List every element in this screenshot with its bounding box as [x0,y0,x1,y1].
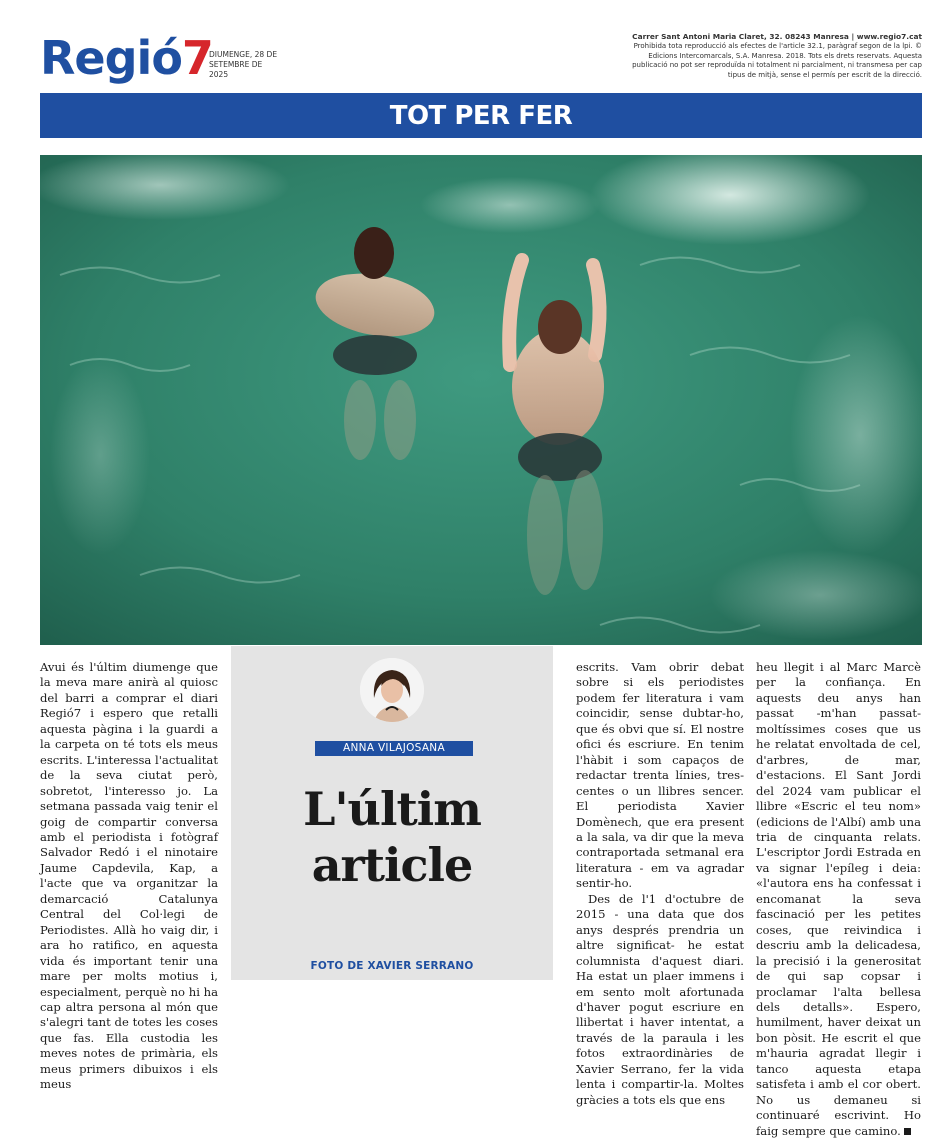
article-column-3 [576,660,744,1108]
article-column-1 [40,660,218,1093]
photo-credit: FOTO DE XAVIER SERRANO [310,960,474,972]
column-4-wrap [756,660,921,1139]
article-header-box [231,646,553,980]
swimmers-photo-illustration [40,155,922,645]
logo-seven: 7 [181,31,213,85]
article-column-4 [756,660,921,1139]
author-portrait-icon [360,658,424,722]
column-3-paragraph-2: Des de l'1 d'octubre de 2015 - una data que dos anys després prendria un altre significat- he estat columnista d'aquest diari. Ha estat un plaer immens i em sento molt afortunada d'haver pogut escriure en llibertat i haver intentat, a través de la paraula i les fotos extraordinàries de Xavier Serrano, fer la vida lenta i compartir-la. Moltes gràcies a tots els que ens [576,891,744,1107]
author-avatar [360,658,424,722]
column-3-paragraph-1: escrits. Vam obrir debat sobre si els periodistes podem fer literatura i vam coincidir, sense dubtar-ho, que és obvi que sí. El nostre ofici és escriure. En tenim l'hàbit i som capaços de redactar trenta línies, tres-centes o un llibres sencer. El periodista Xavier Domènech, que era present a la sala, va dir que la meva contraportada setmanal era literatura - em va agradar sentir-ho. [576,660,744,891]
column-4-text: heu llegit i al Marc Marcè per la confiança. En aquests deu anys han passat -m'han passat- moltíssimes coses que us he relatat envoltada de cel, d'arbres, de mar, d'estacions. El Sant Jordi del 2024 vam publicar el llibre «Escric el teu nom» (edicions de l'Albí) amb una tria de cinquanta relats. L'escriptor Jordi Estrada en va signar l'epíleg i deia: «l'autora ens ha confessat i encomanat la seva fascinació per les petites coses, que reivindica i descriu amb la delicadesa, la precisió i la generositat de qui sap copsar i proclamar l'alta bellesa dels detalls». Espero, humilment, haver deixat un bon pòsit. He escrit el que m'hauria agradat llegir i tanco aquesta etapa satisfeta i amb el cor obert. No us demaneu si continuaré escrivint. Ho faig sempre que camino. [756,660,921,1138]
section-title: TOT PER FER [389,100,573,131]
article-headline: L'últim article [303,782,481,892]
masthead [40,28,922,84]
end-square-icon [904,1128,911,1135]
logo-main: Regió [40,31,182,85]
regio7-logo [40,30,213,86]
section-header [40,93,922,138]
column-1-text: Avui és l'últim diumenge que la meva mare anirà al quiosc del barri a comprar el diari Regió7 i espero que retalli aquesta pàgina i la guardi a la carpeta on té tots els meus escrits. L'interessa l'actualitat de la seva ciutat però, sobretot, l'interesso jo. La setmana passada vaig tenir el goig de compartir conversa amb el periodista i fotògraf Salvador Redó i el ninotaire Jaume Capdevila, Kap, a l'acte que va organitzar la demarcació Catalunya Central del Col·legi de Periodistes. Allà ho vaig dir, i ara ho ratifico, en aquesta vida és important tenir una mare per molts motius i, especialment, perquè no hi ha cap altra persona al món que s'alegri tant de totes les coses que fas. Ella custodia les meves notes de primària, els meus primers dibuixos i els meus [40,660,218,1092]
author-name: ANNA VILAJOSANA [315,741,473,756]
legal-block [632,32,922,80]
publisher-address: Carrer Sant Antoni Maria Claret, 32. 08243 Manresa | www.regio7.cat [632,32,922,41]
copyright-notice: Prohibida tota reproducció als efectes de l'article 32.1, paràgraf segon de la lpi. © Edicions Intercomarcals, S.A. Manresa. 2018. Tots els drets reservats. Aquesta publicació no pot ser reproduïda ni totalment ni parcialment, ni transmesa per cap tipus de mitjà, sense el permís per escrit de la direcció. [632,42,922,79]
main-photo [40,155,922,645]
edition-date: DIUMENGE, 28 DE SETEMBRE DE 2025 [209,50,278,79]
